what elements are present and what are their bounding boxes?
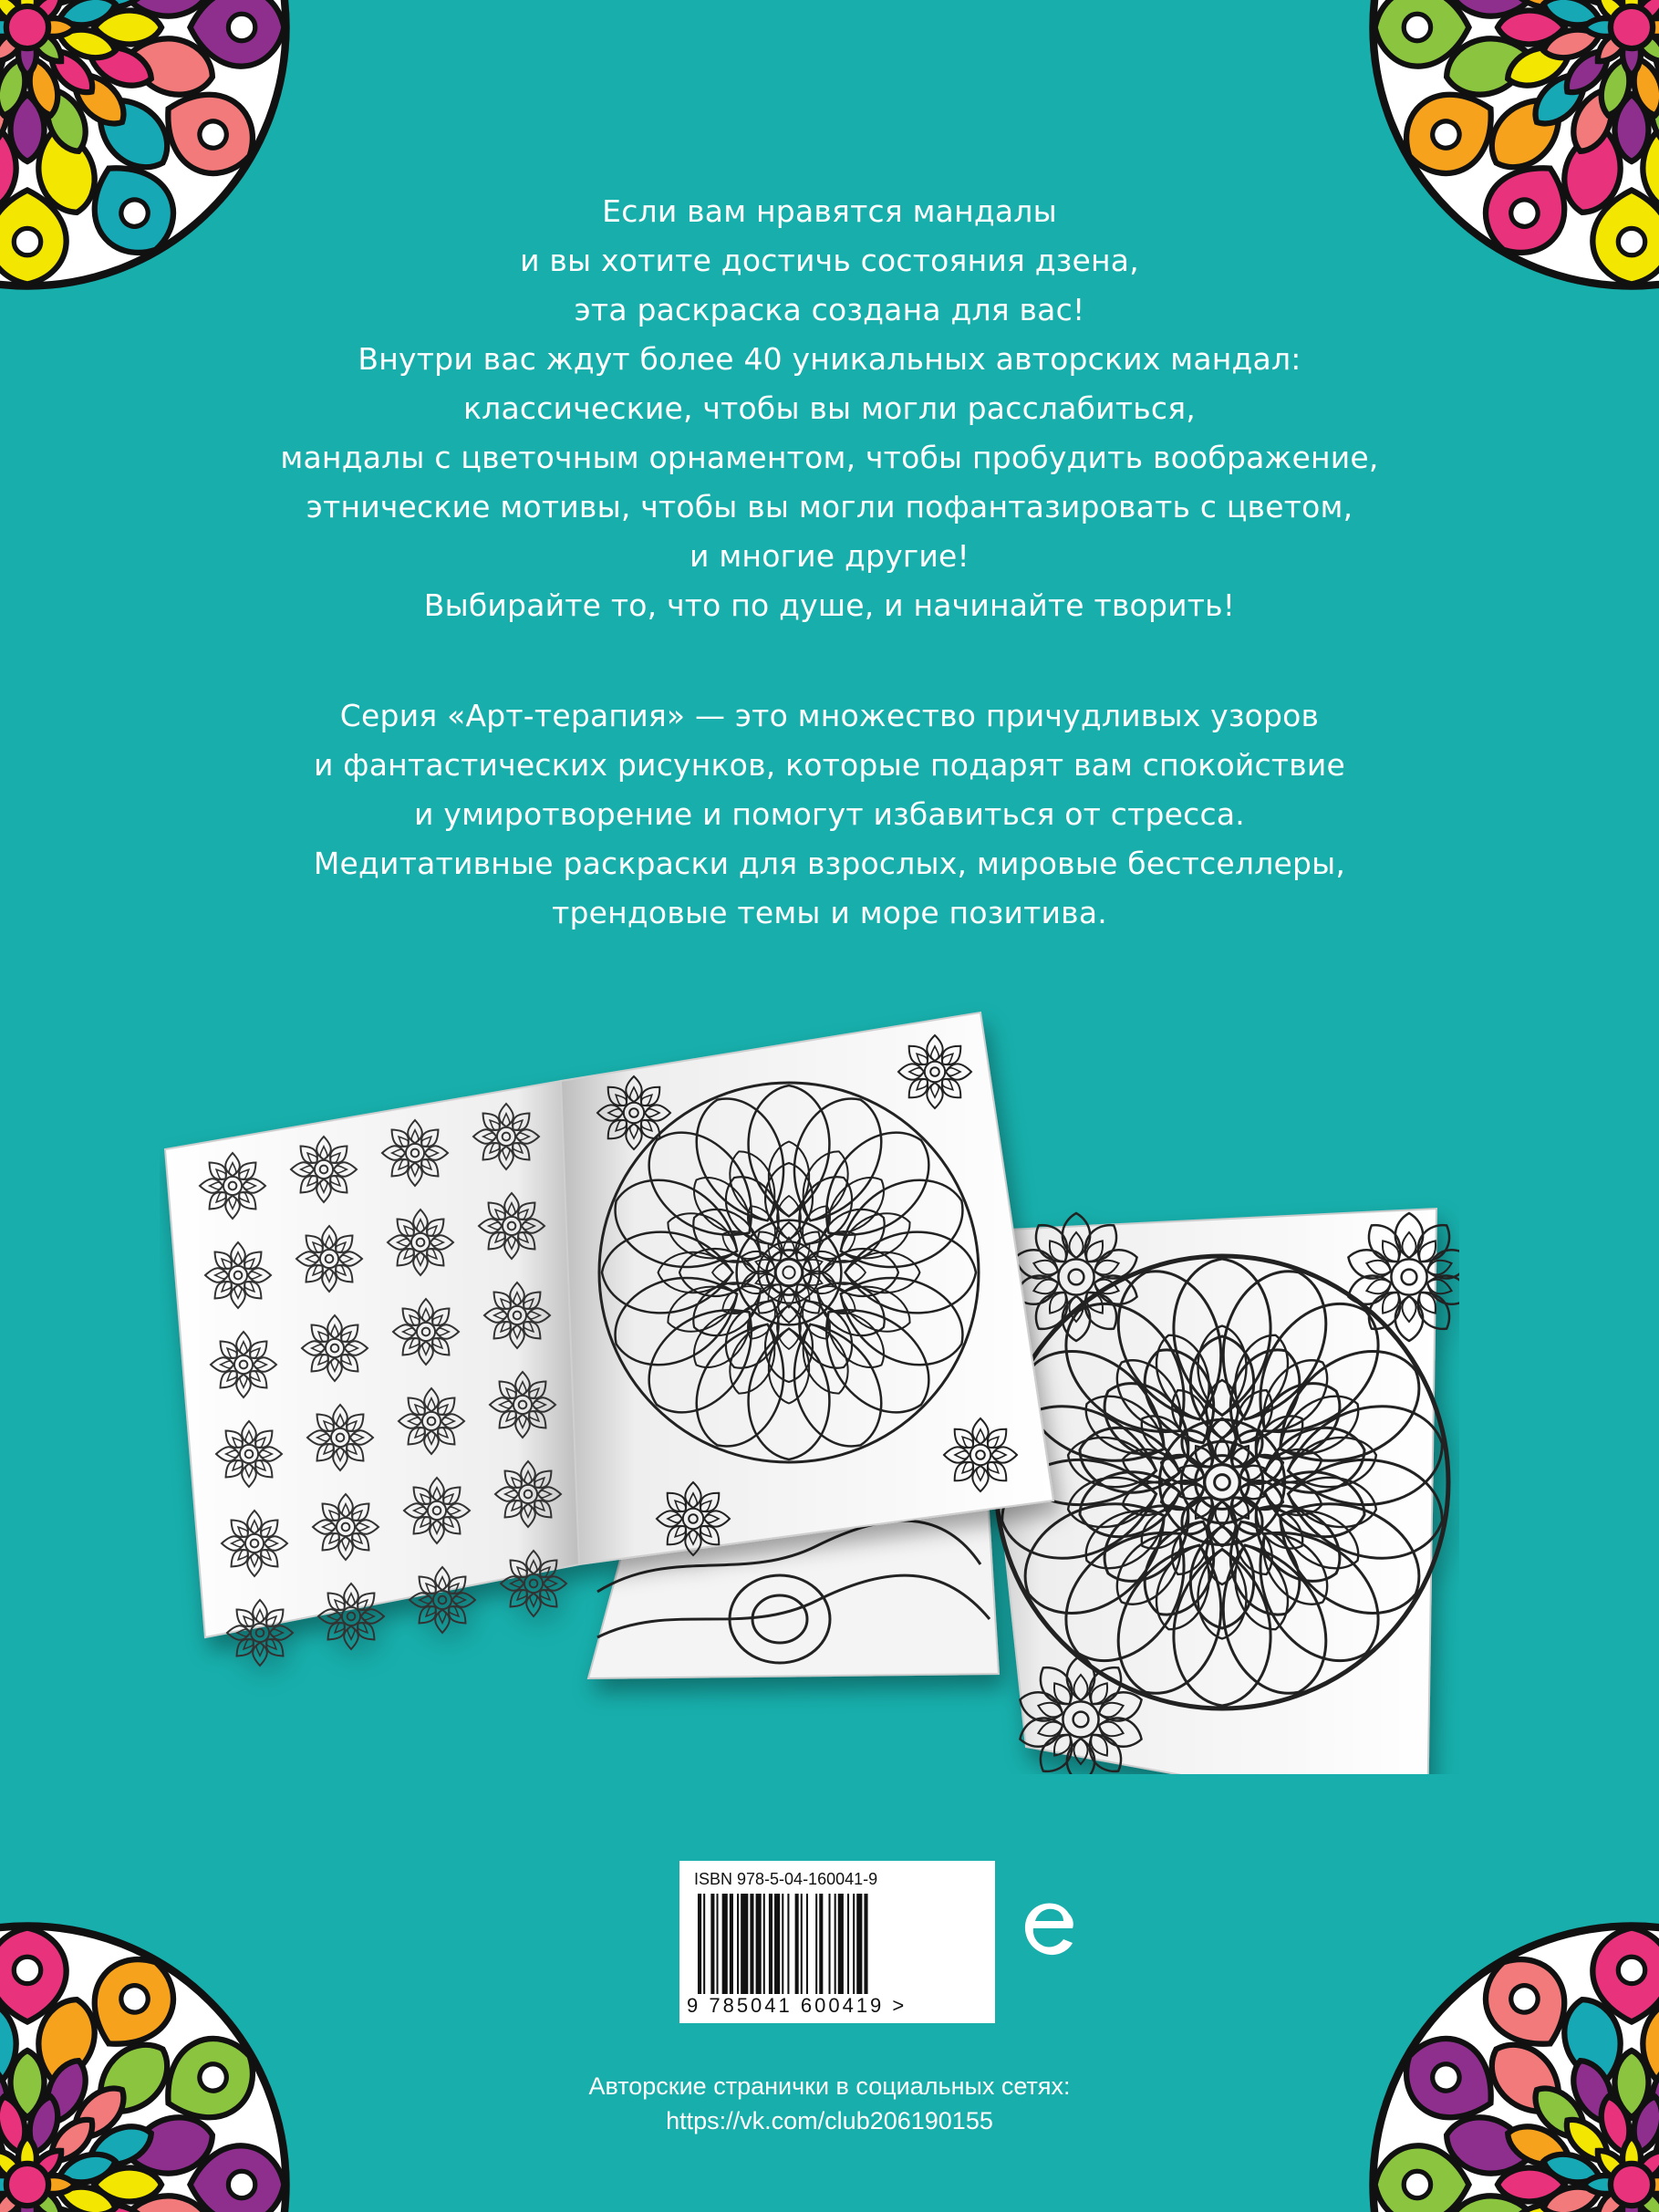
intro-line: Внутри вас ждут более 40 уникальных авторских мандал: xyxy=(358,341,1301,377)
series-line: Серия «Арт-терапия» — это множество причудливых узоров xyxy=(339,698,1320,733)
barcode xyxy=(679,1861,995,2023)
intro-line: этнические мотивы, чтобы вы могли пофантазировать с цветом, xyxy=(306,489,1353,524)
intro-line: и вы хотите достичь состояния дзена, xyxy=(520,243,1139,278)
publisher-logo-icon xyxy=(1021,1897,1078,1958)
books-svg xyxy=(160,999,1459,1774)
social-links xyxy=(0,2069,1659,2138)
intro-line: мандалы с цветочным орнаментом, чтобы пробудить воображение, xyxy=(280,440,1379,475)
series-line: трендовые темы и море позитива. xyxy=(552,895,1107,930)
intro-line: Если вам нравятся мандалы xyxy=(602,193,1057,229)
open-books-illustration xyxy=(160,999,1459,1774)
series-line: Медитативные раскраски для взрослых, мировые бестселлеры, xyxy=(313,846,1346,881)
social-url[interactable]: https://vk.com/club206190155 xyxy=(666,2107,993,2134)
series-description xyxy=(0,691,1659,938)
intro-text xyxy=(0,187,1659,630)
intro-line: Выбирайте то, что по душе, и начинайте творить! xyxy=(423,587,1236,623)
intro-line: классические, чтобы вы могли расслабиться, xyxy=(463,390,1196,426)
series-line: и фантастических рисунков, которые подарят вам спокойствие xyxy=(313,747,1346,783)
barcode-bars xyxy=(696,1894,979,1994)
isbn-number: ISBN 978-5-04-160041-9 xyxy=(694,1870,878,1888)
intro-line: эта раскраска создана для вас! xyxy=(574,292,1085,327)
barcode-digits: 9 785041 600419 > xyxy=(687,1994,907,2017)
series-line: и умиротворение и помогут избавиться от стресса. xyxy=(414,796,1245,832)
social-label: Авторские странички в социальных сетях: xyxy=(588,2072,1071,2100)
intro-line: и многие другие! xyxy=(690,538,969,574)
